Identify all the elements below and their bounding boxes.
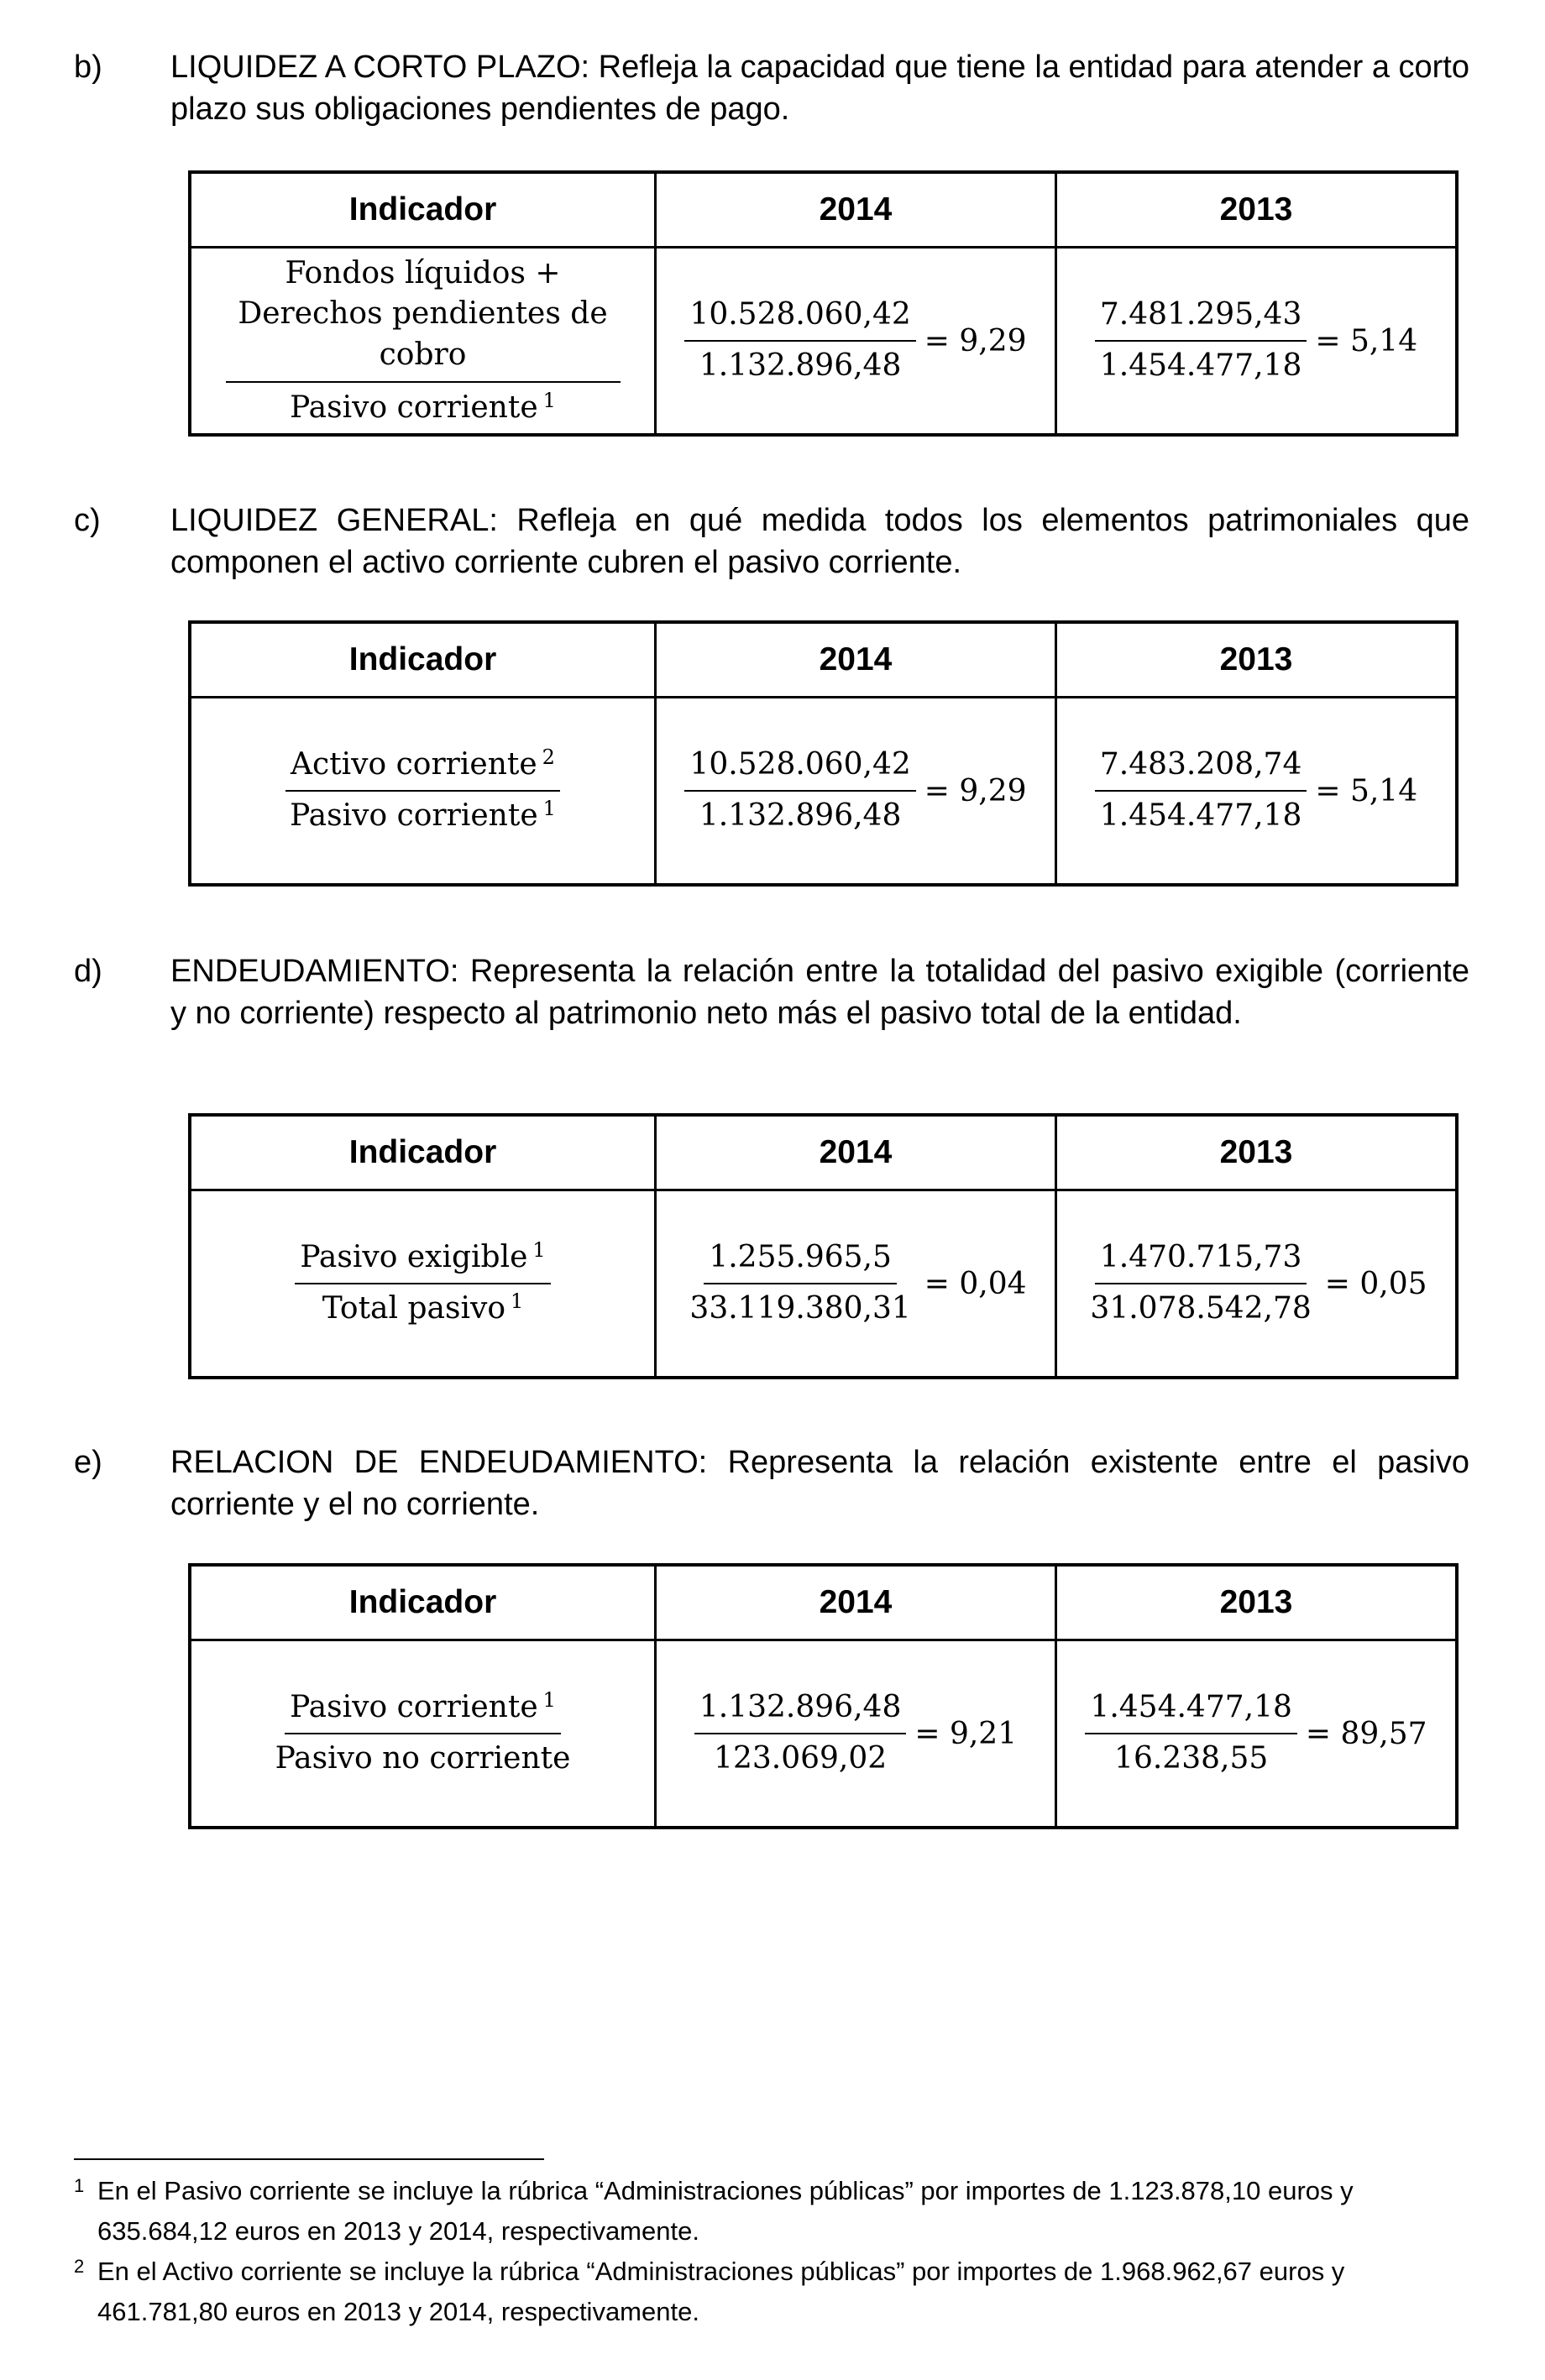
header-indicador: Indicador <box>190 1115 656 1190</box>
value-2013 <box>1056 1640 1458 1828</box>
section-text: LIQUIDEZ A CORTO PLAZO: Refleja la capacidad que tiene la entidad para atender a corto plazo sus obligaciones pendientes de pago. <box>170 50 1469 127</box>
header-2013: 2013 <box>1056 1115 1458 1190</box>
value-2014-result: = 9,29 <box>924 773 1027 808</box>
section-letter: c) <box>74 503 101 538</box>
value-2013-denominator: 1.454.477,18 <box>1099 348 1302 383</box>
value-2014-numerator: 10.528.060,42 <box>684 745 915 792</box>
indicator-formula <box>190 248 656 436</box>
indicator-formula <box>190 1640 656 1828</box>
header-2013: 2013 <box>1056 1565 1458 1640</box>
value-2013-result: = 0,05 <box>1324 1266 1427 1301</box>
value-2013-result: = 5,14 <box>1315 773 1418 808</box>
section-d <box>74 950 1469 1034</box>
value-2014-denominator: 33.119.380,31 <box>689 1291 911 1326</box>
section-b <box>74 46 1469 130</box>
header-2013: 2013 <box>1056 172 1458 248</box>
footnote-text: En el Pasivo corriente se incluye la rúbrica “Administraciones públicas” por importes de 1.123.878,10 euros y 635.684,12 euros en 2013 y 2014, respectivamente. <box>97 2176 1354 2246</box>
indicator-denominator: Pasivo corriente $^1$ <box>290 797 556 833</box>
value-2014-numerator: 1.255.965,5 <box>704 1238 897 1284</box>
value-2013-result: = 5,14 <box>1315 323 1418 358</box>
indicator-numerator: Pasivo corriente $^1$ <box>285 1688 561 1734</box>
value-2014 <box>656 698 1056 886</box>
value-2013-denominator: 31.078.542,78 <box>1090 1291 1312 1326</box>
value-2013-numerator: 7.481.295,43 <box>1095 296 1307 342</box>
value-2014-denominator: 123.069,02 <box>714 1741 888 1776</box>
value-2014 <box>656 248 1056 436</box>
indicator-denominator: Pasivo no corriente <box>275 1741 571 1776</box>
header-indicador: Indicador <box>190 1565 656 1640</box>
value-2013-denominator: 1.454.477,18 <box>1099 798 1302 833</box>
value-2013-denominator: 16.238,55 <box>1114 1741 1269 1776</box>
header-2014: 2014 <box>656 172 1056 248</box>
value-2013 <box>1056 1190 1458 1378</box>
section-letter: b) <box>74 50 102 85</box>
indicator-formula <box>190 698 656 886</box>
indicator-numerator: Activo corriente $^2$ <box>285 745 560 792</box>
header-indicador: Indicador <box>190 622 656 698</box>
section-paragraph <box>74 500 1469 583</box>
value-2014-result: = 0,04 <box>924 1266 1027 1301</box>
indicator-denominator: Pasivo corriente $^1$ <box>290 388 556 425</box>
section-letter: d) <box>74 954 102 989</box>
footnote-mark: 2 <box>74 2256 85 2277</box>
value-2014-denominator: 1.132.896,48 <box>699 798 902 833</box>
header-2014: 2014 <box>656 1565 1056 1640</box>
section-text: RELACION DE ENDEUDAMIENTO: Representa la relación existente entre el pasivo corriente y el no corriente. <box>170 1445 1469 1522</box>
header-2014: 2014 <box>656 1115 1056 1190</box>
indicator-table-c <box>188 620 1459 887</box>
section-paragraph <box>74 46 1469 130</box>
indicator-table-e <box>188 1563 1459 1829</box>
header-indicador: Indicador <box>190 172 656 248</box>
section-text: ENDEUDAMIENTO: Representa la relación entre la totalidad del pasivo exigible (corriente y no corriente) respecto al patrimonio neto más el pasivo total de la entidad. <box>170 954 1469 1031</box>
value-2014-result: = 9,21 <box>914 1716 1018 1751</box>
footnote-1 <box>74 2171 1469 2252</box>
value-2014-result: = 9,29 <box>924 323 1027 358</box>
indicator-denominator: Total pasivo $^1$ <box>322 1289 524 1326</box>
indicator-table-d <box>188 1113 1459 1379</box>
value-2014-numerator: 10.528.060,42 <box>684 296 915 342</box>
indicator-numerator: Pasivo exigible $^1$ <box>295 1238 550 1284</box>
value-2014 <box>656 1190 1056 1378</box>
footnote-2 <box>74 2252 1469 2332</box>
value-2013 <box>1056 248 1458 436</box>
value-2013-result: = 89,57 <box>1305 1716 1427 1751</box>
footnote-text: En el Activo corriente se incluye la rúbrica “Administraciones públicas” por importes de 1.968.962,67 euros y 461.781,80 euros en 2013 y 2014, respectivamente. <box>97 2257 1345 2326</box>
indicator-table-b <box>188 170 1459 437</box>
section-e <box>74 1441 1469 1525</box>
footnote-mark: 1 <box>74 2175 85 2196</box>
section-paragraph <box>74 1441 1469 1525</box>
value-2013 <box>1056 698 1458 886</box>
value-2014-numerator: 1.132.896,48 <box>694 1688 906 1734</box>
indicator-numerator: Fondos líquidos + Derechos pendientes de cobro <box>226 254 621 383</box>
footnote-separator <box>74 2158 544 2160</box>
section-text: LIQUIDEZ GENERAL: Refleja en qué medida todos los elementos patrimoniales que componen el activo corriente cubren el pasivo corriente. <box>170 503 1469 580</box>
section-c <box>74 500 1469 583</box>
header-2014: 2014 <box>656 622 1056 698</box>
value-2013-numerator: 1.454.477,18 <box>1085 1688 1296 1734</box>
footnotes <box>74 2171 1469 2332</box>
value-2014-denominator: 1.132.896,48 <box>699 348 902 383</box>
section-paragraph <box>74 950 1469 1034</box>
value-2013-numerator: 1.470.715,73 <box>1095 1238 1307 1284</box>
value-2014 <box>656 1640 1056 1828</box>
section-letter: e) <box>74 1445 102 1480</box>
value-2013-numerator: 7.483.208,74 <box>1095 745 1307 792</box>
indicator-formula <box>190 1190 656 1378</box>
header-2013: 2013 <box>1056 622 1458 698</box>
